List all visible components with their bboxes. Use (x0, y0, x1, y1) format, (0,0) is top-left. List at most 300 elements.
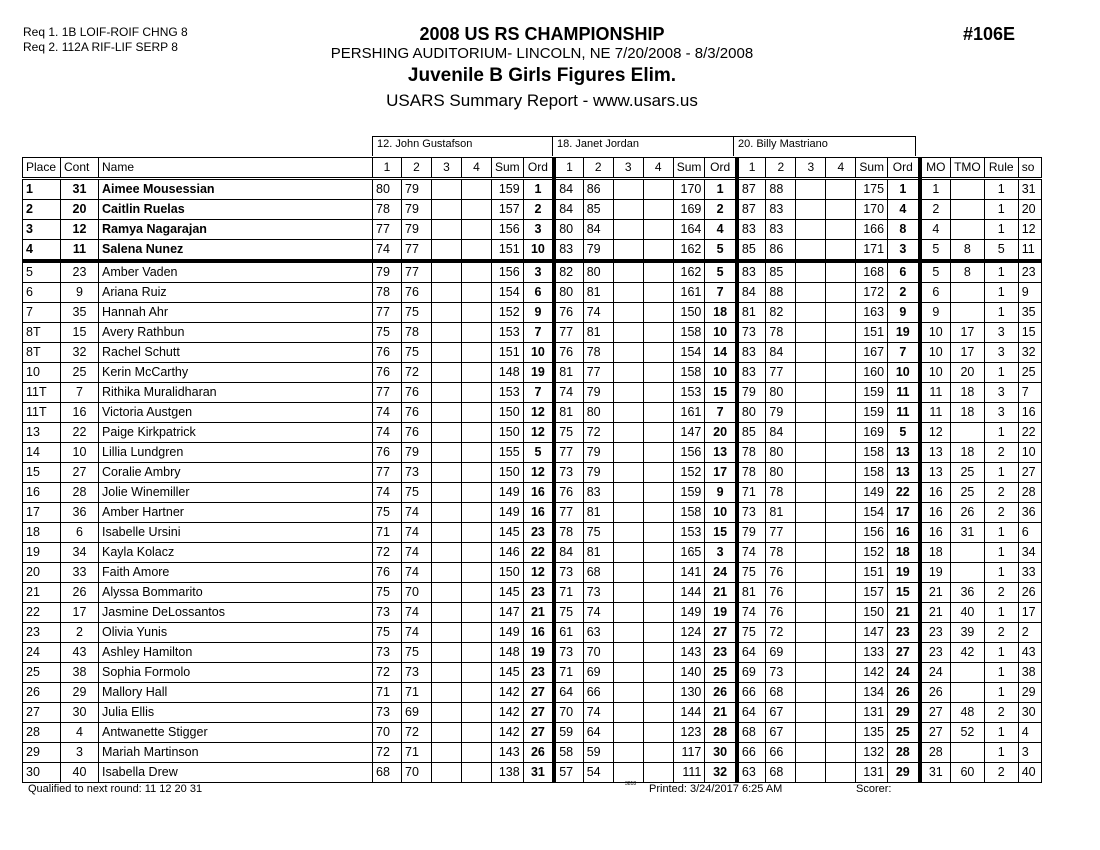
sum-cell: 169 (856, 423, 888, 443)
table-row (23, 303, 1042, 323)
col-j3-s2: 2 (766, 158, 796, 179)
sum-cell: 171 (856, 240, 888, 262)
score-4-cell (643, 343, 673, 363)
place-cell: 2 (23, 200, 61, 220)
table-row (23, 283, 1042, 303)
score-1-cell: 70 (554, 703, 583, 723)
score-4-cell (462, 603, 492, 623)
place-cell: 14 (23, 443, 61, 463)
sum-cell: 153 (673, 383, 705, 403)
score-3-cell (432, 683, 462, 703)
contestant-number-cell: 3 (61, 743, 99, 763)
place-cell: 26 (23, 683, 61, 703)
col-j3-s4: 4 (826, 158, 856, 179)
score-3-cell (613, 643, 643, 663)
score-3-cell (613, 303, 643, 323)
score-1-cell: 76 (373, 563, 402, 583)
mo-cell: 10 (920, 363, 951, 383)
score-3-cell (613, 563, 643, 583)
contestant-number-cell: 15 (61, 323, 99, 343)
contestant-number-cell: 35 (61, 303, 99, 323)
score-3-cell (432, 403, 462, 423)
score-3-cell (796, 200, 826, 220)
score-1-cell: 87 (737, 179, 766, 200)
skater-name-cell: Antwanette Stigger (99, 723, 373, 743)
score-3-cell (796, 603, 826, 623)
sum-cell: 135 (856, 723, 888, 743)
col-j1-s1: 1 (373, 158, 402, 179)
score-4-cell (826, 383, 856, 403)
sum-cell: 170 (856, 200, 888, 220)
score-3-cell (432, 383, 462, 403)
contestant-number-cell: 17 (61, 603, 99, 623)
ordinal-cell: 10 (523, 240, 554, 262)
skater-name-cell: Avery Rathbun (99, 323, 373, 343)
score-2-cell: 81 (583, 323, 613, 343)
place-cell: 21 (23, 583, 61, 603)
score-2-cell: 76 (766, 563, 796, 583)
skater-name-cell: Mallory Hall (99, 683, 373, 703)
sum-cell: 111 (673, 763, 705, 783)
score-2-cell: 78 (766, 323, 796, 343)
score-4-cell (462, 303, 492, 323)
score-3-cell (796, 403, 826, 423)
sum-cell: 153 (492, 383, 524, 403)
score-1-cell: 76 (373, 343, 402, 363)
ordinal-cell: 28 (705, 723, 737, 743)
mo-cell: 5 (920, 261, 951, 283)
score-2-cell: 67 (766, 723, 796, 743)
mo-cell: 9 (920, 303, 951, 323)
score-1-cell: 78 (737, 463, 766, 483)
ordinal-cell: 10 (705, 323, 737, 343)
ordinal-cell: 7 (705, 283, 737, 303)
ordinal-cell: 3 (888, 240, 920, 262)
score-2-cell: 79 (402, 443, 432, 463)
so-cell: 27 (1018, 463, 1041, 483)
skater-name-cell: Ariana Ruiz (99, 283, 373, 303)
sum-cell: 150 (492, 463, 524, 483)
ordinal-cell: 3 (705, 543, 737, 563)
table-row (23, 583, 1042, 603)
ordinal-cell: 30 (705, 743, 737, 763)
contestant-number-cell: 2 (61, 623, 99, 643)
score-1-cell: 73 (737, 503, 766, 523)
sum-cell: 144 (673, 583, 705, 603)
sum-cell: 153 (673, 523, 705, 543)
skater-name-cell: Victoria Austgen (99, 403, 373, 423)
score-4-cell (462, 200, 492, 220)
ordinal-cell: 22 (523, 543, 554, 563)
score-4-cell (462, 543, 492, 563)
score-1-cell: 64 (737, 643, 766, 663)
rule-cell: 2 (984, 763, 1018, 783)
sum-cell: 154 (856, 503, 888, 523)
score-1-cell: 80 (737, 403, 766, 423)
score-2-cell: 79 (583, 240, 613, 262)
ordinal-cell: 20 (705, 423, 737, 443)
score-2-cell: 73 (402, 463, 432, 483)
sum-cell: 151 (856, 563, 888, 583)
score-4-cell (826, 240, 856, 262)
score-2-cell: 70 (402, 583, 432, 603)
score-2-cell: 76 (402, 423, 432, 443)
table-row (23, 323, 1042, 343)
mo-cell: 13 (920, 463, 951, 483)
score-3-cell (432, 543, 462, 563)
tmo-cell (951, 743, 985, 763)
score-4-cell (643, 179, 673, 200)
table-row (23, 240, 1042, 262)
score-4-cell (826, 179, 856, 200)
score-1-cell: 77 (554, 323, 583, 343)
score-2-cell: 79 (766, 403, 796, 423)
score-3-cell (796, 303, 826, 323)
score-1-cell: 80 (554, 220, 583, 240)
score-3-cell (613, 463, 643, 483)
score-4-cell (643, 663, 673, 683)
score-3-cell (432, 603, 462, 623)
sum-cell: 140 (673, 663, 705, 683)
score-4-cell (826, 703, 856, 723)
score-3-cell (432, 283, 462, 303)
place-cell: 25 (23, 663, 61, 683)
mo-cell: 19 (920, 563, 951, 583)
score-4-cell (462, 583, 492, 603)
ordinal-cell: 5 (523, 443, 554, 463)
tmo-cell: 42 (951, 643, 985, 663)
score-3-cell (796, 503, 826, 523)
so-cell: 22 (1018, 423, 1041, 443)
ordinal-cell: 13 (888, 463, 920, 483)
score-3-cell (613, 503, 643, 523)
score-2-cell: 79 (402, 179, 432, 200)
ordinal-cell: 16 (523, 483, 554, 503)
skater-name-cell: Caitlin Ruelas (99, 200, 373, 220)
score-3-cell (796, 220, 826, 240)
ordinal-cell: 8 (888, 220, 920, 240)
sum-cell: 145 (492, 523, 524, 543)
score-3-cell (796, 763, 826, 783)
skater-name-cell: Aimee Mousessian (99, 179, 373, 200)
score-3-cell (613, 703, 643, 723)
ordinal-cell: 21 (705, 583, 737, 603)
mo-cell: 21 (920, 603, 951, 623)
ordinal-cell: 9 (705, 483, 737, 503)
contestant-number-cell: 12 (61, 220, 99, 240)
col-j1-s4: 4 (462, 158, 492, 179)
ordinal-cell: 5 (705, 240, 737, 262)
sum-cell: 134 (856, 683, 888, 703)
tmo-cell: 36 (951, 583, 985, 603)
place-cell: 24 (23, 643, 61, 663)
col-place: Place (23, 158, 61, 179)
place-cell: 13 (23, 423, 61, 443)
score-1-cell: 71 (554, 663, 583, 683)
ordinal-cell: 21 (888, 603, 920, 623)
ordinal-cell: 3 (523, 220, 554, 240)
ordinal-cell: 23 (523, 663, 554, 683)
score-2-cell: 75 (402, 303, 432, 323)
score-1-cell: 71 (737, 483, 766, 503)
ordinal-cell: 2 (705, 200, 737, 220)
rule-cell: 1 (984, 563, 1018, 583)
score-2-cell: 76 (766, 603, 796, 623)
rule-cell: 5 (984, 240, 1018, 262)
score-2-cell: 83 (766, 220, 796, 240)
printed-timestamp: Printed: 3/24/2017 6:25 AM (649, 783, 783, 795)
score-4-cell (643, 303, 673, 323)
contestant-number-cell: 16 (61, 403, 99, 423)
so-cell: 40 (1018, 763, 1041, 783)
score-4-cell (826, 503, 856, 523)
score-3-cell (796, 383, 826, 403)
score-4-cell (826, 723, 856, 743)
score-4-cell (826, 543, 856, 563)
ordinal-cell: 15 (888, 583, 920, 603)
score-3-cell (432, 703, 462, 723)
so-cell: 4 (1018, 723, 1041, 743)
rule-cell: 1 (984, 200, 1018, 220)
score-4-cell (643, 383, 673, 403)
ordinal-cell: 28 (888, 743, 920, 763)
score-1-cell: 83 (554, 240, 583, 262)
tmo-cell (951, 220, 985, 240)
sum-cell: 147 (492, 603, 524, 623)
score-3-cell (796, 643, 826, 663)
place-cell: 1 (23, 179, 61, 200)
sum-cell: 158 (673, 323, 705, 343)
table-row (23, 723, 1042, 743)
table-row (23, 743, 1042, 763)
ordinal-cell: 7 (523, 323, 554, 343)
so-cell: 23 (1018, 261, 1041, 283)
score-3-cell (796, 583, 826, 603)
so-cell: 32 (1018, 343, 1041, 363)
score-1-cell: 75 (737, 563, 766, 583)
sum-cell: 149 (492, 503, 524, 523)
sum-cell: 152 (673, 463, 705, 483)
rule-cell: 1 (984, 723, 1018, 743)
ordinal-cell: 18 (705, 303, 737, 323)
score-3-cell (432, 423, 462, 443)
score-1-cell: 84 (737, 283, 766, 303)
sum-cell: 162 (673, 261, 705, 283)
score-1-cell: 73 (554, 563, 583, 583)
rule-cell: 1 (984, 423, 1018, 443)
rule-cell: 1 (984, 283, 1018, 303)
sum-cell: 123 (673, 723, 705, 743)
table-row (23, 503, 1042, 523)
skater-name-cell: Ramya Nagarajan (99, 220, 373, 240)
score-2-cell: 80 (766, 443, 796, 463)
score-2-cell: 71 (402, 743, 432, 763)
score-4-cell (643, 443, 673, 463)
score-2-cell: 78 (402, 323, 432, 343)
score-1-cell: 74 (373, 403, 402, 423)
score-2-cell: 68 (583, 563, 613, 583)
score-3-cell (796, 563, 826, 583)
sum-cell: 156 (856, 523, 888, 543)
skater-name-cell: Lillia Lundgren (99, 443, 373, 463)
score-2-cell: 72 (583, 423, 613, 443)
col-j2-sum: Sum (673, 158, 705, 179)
rule-cell: 1 (984, 363, 1018, 383)
score-2-cell: 79 (583, 443, 613, 463)
score-2-cell: 80 (766, 383, 796, 403)
table-row (23, 703, 1042, 723)
rule-cell: 3 (984, 343, 1018, 363)
score-1-cell: 61 (554, 623, 583, 643)
report-code: 3818 (625, 781, 637, 787)
score-4-cell (826, 563, 856, 583)
score-2-cell: 66 (583, 683, 613, 703)
ordinal-cell: 26 (705, 683, 737, 703)
score-4-cell (462, 643, 492, 663)
mo-cell: 10 (920, 343, 951, 363)
judge-header-2: 18. Janet Jordan (552, 136, 734, 156)
ordinal-cell: 19 (523, 643, 554, 663)
score-2-cell: 77 (766, 363, 796, 383)
tmo-cell: 8 (951, 240, 985, 262)
score-2-cell: 74 (583, 603, 613, 623)
championship-title: 2008 US RS CHAMPIONSHIP (419, 24, 665, 44)
score-4-cell (643, 503, 673, 523)
so-cell: 31 (1018, 179, 1041, 200)
tmo-cell: 25 (951, 463, 985, 483)
score-2-cell: 73 (583, 583, 613, 603)
score-3-cell (432, 323, 462, 343)
sum-cell: 152 (856, 543, 888, 563)
score-3-cell (432, 763, 462, 783)
score-4-cell (462, 363, 492, 383)
place-cell: 23 (23, 623, 61, 643)
contestant-number-cell: 38 (61, 663, 99, 683)
score-2-cell: 78 (766, 543, 796, 563)
score-1-cell: 73 (373, 603, 402, 623)
score-4-cell (826, 220, 856, 240)
rule-cell: 2 (984, 583, 1018, 603)
sum-cell: 138 (492, 763, 524, 783)
mo-cell: 13 (920, 443, 951, 463)
rule-cell: 3 (984, 323, 1018, 343)
score-2-cell: 72 (402, 363, 432, 383)
mo-cell: 10 (920, 323, 951, 343)
sum-cell: 150 (492, 563, 524, 583)
score-1-cell: 66 (737, 743, 766, 763)
ordinal-cell: 11 (888, 403, 920, 423)
score-3-cell (613, 483, 643, 503)
tmo-cell (951, 179, 985, 200)
score-3-cell (432, 200, 462, 220)
score-3-cell (613, 743, 643, 763)
score-3-cell (796, 723, 826, 743)
score-3-cell (432, 483, 462, 503)
score-3-cell (432, 503, 462, 523)
tmo-cell: 25 (951, 483, 985, 503)
sum-cell: 159 (492, 179, 524, 200)
tmo-cell: 31 (951, 523, 985, 543)
sum-cell: 170 (673, 179, 705, 200)
ordinal-cell: 19 (705, 603, 737, 623)
contestant-number-cell: 23 (61, 261, 99, 283)
ordinal-cell: 18 (888, 543, 920, 563)
ordinal-cell: 5 (888, 423, 920, 443)
rule-cell: 1 (984, 683, 1018, 703)
sum-cell: 156 (673, 443, 705, 463)
score-3-cell (796, 663, 826, 683)
score-3-cell (613, 623, 643, 643)
place-cell: 18 (23, 523, 61, 543)
score-4-cell (462, 663, 492, 683)
score-1-cell: 83 (737, 261, 766, 283)
sum-cell: 148 (492, 363, 524, 383)
score-4-cell (826, 303, 856, 323)
tmo-cell (951, 200, 985, 220)
table-row (23, 643, 1042, 663)
ordinal-cell: 31 (523, 763, 554, 783)
tmo-cell: 17 (951, 323, 985, 343)
score-1-cell: 73 (554, 463, 583, 483)
score-2-cell: 77 (766, 523, 796, 543)
score-1-cell: 74 (737, 543, 766, 563)
score-4-cell (462, 240, 492, 262)
contestant-number-cell: 43 (61, 643, 99, 663)
score-3-cell (796, 463, 826, 483)
sum-cell: 156 (492, 261, 524, 283)
mo-cell: 18 (920, 543, 951, 563)
score-2-cell: 77 (402, 261, 432, 283)
sum-cell: 142 (492, 703, 524, 723)
ordinal-cell: 12 (523, 423, 554, 443)
so-cell: 34 (1018, 543, 1041, 563)
score-2-cell: 68 (766, 763, 796, 783)
tmo-cell (951, 303, 985, 323)
score-4-cell (826, 643, 856, 663)
score-3-cell (613, 179, 643, 200)
col-j2-s3: 3 (613, 158, 643, 179)
score-4-cell (643, 563, 673, 583)
rule-cell: 1 (984, 179, 1018, 200)
score-3-cell (613, 403, 643, 423)
score-4-cell (462, 743, 492, 763)
skater-name-cell: Jolie Winemiller (99, 483, 373, 503)
score-4-cell (826, 763, 856, 783)
score-4-cell (643, 483, 673, 503)
score-4-cell (826, 483, 856, 503)
ordinal-cell: 22 (888, 483, 920, 503)
place-cell: 28 (23, 723, 61, 743)
sum-cell: 153 (492, 323, 524, 343)
rule-cell: 2 (984, 703, 1018, 723)
contestant-number-cell: 34 (61, 543, 99, 563)
sum-cell: 154 (673, 343, 705, 363)
place-cell: 17 (23, 503, 61, 523)
ordinal-cell: 19 (523, 363, 554, 383)
score-2-cell: 66 (766, 743, 796, 763)
ordinal-cell: 19 (888, 563, 920, 583)
skater-name-cell: Paige Kirkpatrick (99, 423, 373, 443)
tmo-cell: 18 (951, 383, 985, 403)
table-row (23, 543, 1042, 563)
score-4-cell (643, 463, 673, 483)
score-3-cell (432, 303, 462, 323)
score-3-cell (613, 323, 643, 343)
score-2-cell: 74 (402, 563, 432, 583)
contestant-number-cell: 36 (61, 503, 99, 523)
score-3-cell (432, 523, 462, 543)
ordinal-cell: 13 (705, 443, 737, 463)
